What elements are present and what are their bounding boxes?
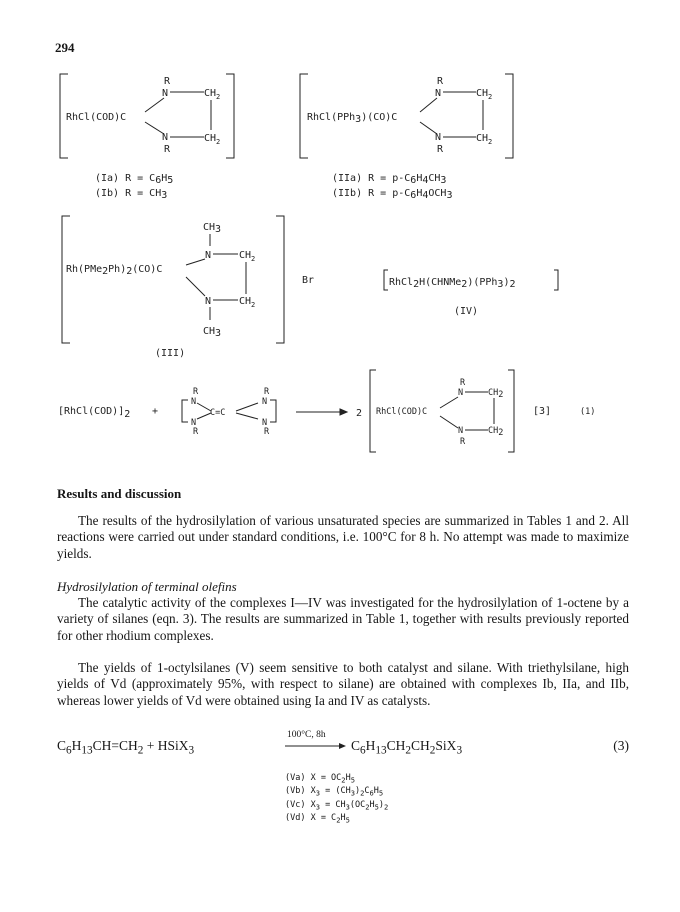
svg-text:R: R <box>264 427 270 437</box>
svg-text:N: N <box>262 418 268 428</box>
page-number: 294 <box>55 40 75 55</box>
svg-text:CH: CH <box>239 296 252 307</box>
structure-III <box>62 216 284 343</box>
structure-II <box>300 74 513 158</box>
label-IV: (IV) <box>454 306 479 317</box>
svg-text:CH: CH <box>476 133 489 144</box>
svg-text:R: R <box>193 427 199 437</box>
svg-text:CH3: CH3 <box>203 326 222 339</box>
structure-III-metal-label: Rh(PMe2Ph)2(CO)C <box>66 264 163 277</box>
svg-text:CH: CH <box>476 88 489 99</box>
eq1-ref: [3] <box>533 406 552 417</box>
label-Ib: (Ib) R = CH3 <box>95 188 168 201</box>
equation-1 <box>58 370 595 452</box>
svg-text:R: R <box>193 387 199 397</box>
label-IIb: (IIb) R = p-C6H4OCH3 <box>332 188 453 201</box>
eq3-lhs: $C_6H_{13}CH=CH_2$ + HSiX$_3$ <box>57 738 195 757</box>
svg-text:2: 2 <box>251 301 256 309</box>
svg-text:N: N <box>435 88 442 99</box>
eq3-number: (3) <box>613 738 629 753</box>
svg-text:CH2: CH2 <box>488 426 504 438</box>
svg-text:2: 2 <box>356 408 363 419</box>
svg-text:CH: CH <box>204 133 217 144</box>
svg-text:R: R <box>164 144 171 155</box>
eq3-rhs: $C_6H_{13}CH_2CH_2SiX_3$ <box>351 738 463 757</box>
svg-text:2: 2 <box>251 255 256 263</box>
paragraph-3: The yields of 1-octylsilanes (V) seem sensitive to both catalyst and silane. With triethylsilane, high yields of Vd (approximately 95%, with respect to silane) are obtained with complexes Ib, IIa, and IIb, whereas lower yields of Vd were obtained using Ia and IV as catalysts. <box>57 660 629 708</box>
svg-text:N: N <box>205 250 212 261</box>
svg-text:N: N <box>191 397 197 407</box>
svg-text:2: 2 <box>488 93 493 101</box>
svg-text:R: R <box>164 76 171 87</box>
definition-Vb: (Vb) $X_3 = (CH_3)_2C_6H_5$ <box>285 786 384 798</box>
structure-I-metal-label: RhCl(COD)C <box>66 112 127 123</box>
svg-text:N: N <box>435 132 442 143</box>
equation-3 <box>57 730 629 760</box>
svg-text:2: 2 <box>488 138 493 146</box>
svg-text:CH: CH <box>204 88 217 99</box>
svg-text:R: R <box>460 378 466 388</box>
definition-Vd: (Vd) $X = C_2H_5$ <box>285 812 350 825</box>
svg-text:CH: CH <box>239 250 252 261</box>
eq1-reactant-1: [RhCl(COD)]2 <box>58 406 131 420</box>
eq1-number: (1) <box>580 407 596 417</box>
structure-II-metal-label: RhCl(PPh3)(CO)C <box>307 112 398 125</box>
svg-text:N: N <box>458 426 464 436</box>
svg-text:N: N <box>162 88 169 99</box>
svg-text:N: N <box>162 132 169 143</box>
svg-text:R: R <box>437 76 444 87</box>
svg-text:CH3: CH3 <box>203 222 222 235</box>
eq1-product-metal-label: RhCl(COD)C <box>376 407 428 417</box>
svg-text:C=C: C=C <box>210 408 226 418</box>
svg-text:2: 2 <box>216 138 221 146</box>
svg-text:N: N <box>191 418 197 428</box>
svg-text:N: N <box>458 388 464 398</box>
definition-Va: (Va) $X = OC_2H_5$ <box>285 773 355 785</box>
svg-text:N: N <box>262 397 268 407</box>
svg-text:R: R <box>460 437 466 447</box>
eq3-conditions: 100°C, 8h <box>287 730 326 740</box>
compound-IV <box>384 270 558 290</box>
section-heading: Results and discussion <box>57 486 182 501</box>
svg-text:+: + <box>152 406 159 417</box>
label-IIa: (IIa) R = p-C6H4CH3 <box>332 173 447 186</box>
counterion-Br: Br <box>302 275 315 286</box>
subheading: Hydrosilylation of terminal olefins <box>57 579 237 594</box>
paragraph-1: The results of the hydrosilylation of various unsaturated species are summarized in Tables 1 and 2. All reactions were carried out under standard conditions, i.e. 100°C for 8 h. No attempt was made to maximize yields. <box>57 513 629 561</box>
svg-text:R: R <box>437 144 444 155</box>
label-Ia: (Ia) R = C6H5 <box>95 173 174 186</box>
paragraph-2: The catalytic activity of the complexes I—IV was investigated for the hydrosilylation of 1-octene by a variety of silanes (eqn. 3). The results are summarized in Table 1, together with results previously reported for other rhodium complexes. <box>57 595 629 643</box>
definition-Vc: (Vc) $X_3 = CH_3(OC_2H_5)_2$ <box>285 799 389 812</box>
eq3-definitions <box>285 773 388 826</box>
label-III: (III) <box>155 348 186 359</box>
svg-text:2: 2 <box>216 93 221 101</box>
svg-text:RhCl2H(CHNMe2)(PPh3)2: RhCl2H(CHNMe2)(PPh3)2 <box>389 277 516 290</box>
svg-text:N: N <box>205 296 212 307</box>
structure-I <box>60 74 234 158</box>
eq3-arrow <box>285 742 347 750</box>
svg-text:CH2: CH2 <box>488 388 504 400</box>
svg-text:R: R <box>264 387 270 397</box>
